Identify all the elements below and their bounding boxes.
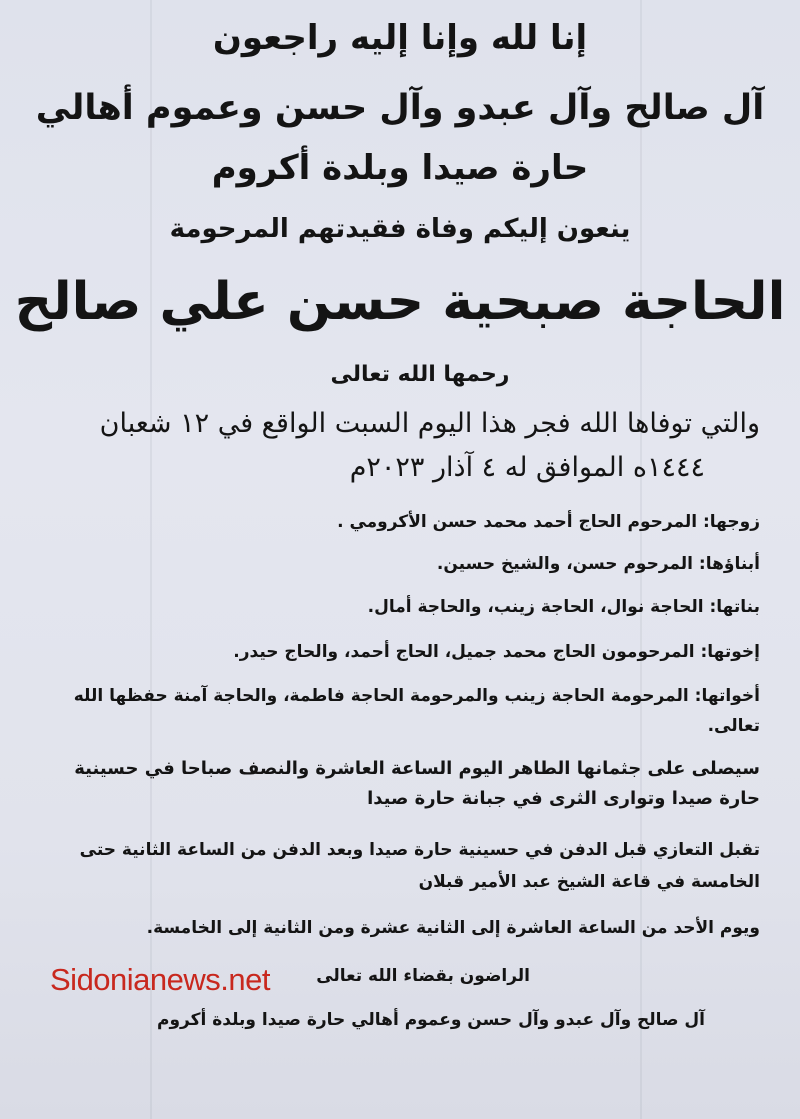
families-line-1: آل صالح وآل عبدو وآل حسن وعموم أهالي	[35, 88, 765, 128]
families-line-2: حارة صيدا وبلدة أكروم	[211, 148, 589, 188]
sisters-line-1: أخواتها: المرحومة الحاجة زينب والمرحومة الحاجة فاطمة، والحاجة آمنة حفظها الله	[73, 686, 760, 706]
funeral-line-1: سيصلى على جثمانها الطاهر اليوم الساعة العاشرة والنصف صباحا في حسينية	[74, 758, 760, 779]
mercy-phrase: رحمها الله تعالى	[330, 362, 510, 387]
opening-verse: إنا لله وإنا إليه راجعون	[212, 18, 588, 58]
funeral-line-2: حارة صيدا وتوارى الثرى في جبانة حارة صيدا	[367, 788, 760, 809]
condolence-line-2: الخامسة في قاعة الشيخ عبد الأمير قبلان	[418, 872, 760, 892]
signature-families: آل صالح وآل عبدو وآل حسن وعموم أهالي حارة صيدا وبلدة أكروم	[156, 1010, 705, 1030]
sidonianews-watermark: Sidonianews.net	[50, 962, 270, 997]
sunday-hours: ويوم الأحد من الساعة العاشرة إلى الثانية عشرة ومن الثانية إلى الخامسة.	[146, 918, 760, 938]
deceased-name: الحاجة صبحية حسن علي صالح	[14, 272, 786, 332]
sons-line: أبناؤها: المرحوم حسن، والشيخ حسين.	[436, 554, 760, 574]
husband-line: زوجها: المرحوم الحاج أحمد محمد حسن الأكرومي .	[337, 512, 760, 532]
death-line-1: والتي توفاها الله فجر هذا اليوم السبت الواقع في ١٢ شعبان	[99, 408, 760, 439]
death-line-2: ١٤٤٤ه الموافق له ٤ آذار ٢٠٢٣م	[349, 452, 705, 483]
acceptance-line: الراضون بقضاء الله تعالى	[316, 966, 530, 986]
announcement: ينعون إليكم وفاة فقيدتهم المرحومة	[169, 214, 631, 244]
condolence-line-1: تقبل التعازي قبل الدفن في حسينية حارة صيدا وبعد الدفن من الساعة الثانية حتى	[79, 840, 760, 860]
sisters-line-2: تعالى.	[707, 716, 760, 736]
daughters-line: بناتها: الحاجة نوال، الحاجة زينب، والحاجة أمال.	[367, 597, 760, 617]
brothers-line: إخوتها: المرحومون الحاج محمد جميل، الحاج أحمد، والحاج حيدر.	[233, 642, 760, 662]
